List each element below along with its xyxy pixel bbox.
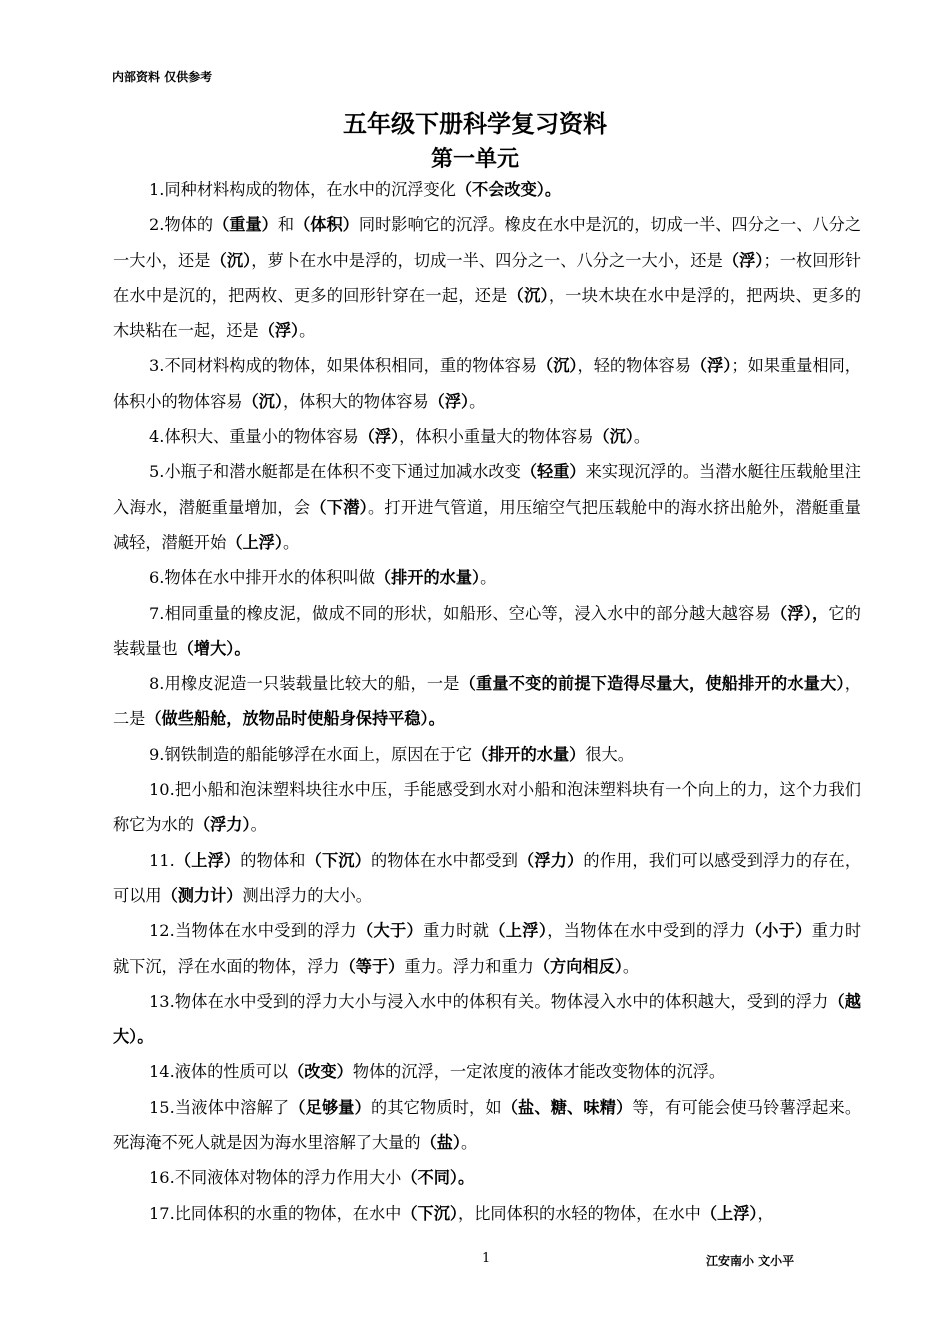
answer-text: （测力计） [161,885,243,905]
paragraph-text: ，一块木块在水中是浮的，把两块、更多的木块粘在一起，还是 [113,285,862,341]
answer-text: （上浮） [174,850,241,870]
answer-text: （浮力） [518,850,584,870]
paragraph-text: 11. [149,850,175,870]
paragraph-text: 测出浮力的大小。 [242,885,372,905]
paragraph-text: 16.不同液体对物体的浮力作用大小 [149,1168,402,1188]
paragraph-text: 。 [633,427,651,447]
answer-text: （排开的水量） [374,568,481,588]
answer-text: （浮） [258,321,300,341]
paragraph-text: 2.物体的 [149,215,214,235]
answer-text: （浮） [690,356,732,376]
paragraph-text: 。打开进气管道，用压缩空气把压载舱中的海水挤出舱外，潜艇重量减轻，潜艇开始 [113,497,861,552]
paragraph-text: ；如果重量相同，体积小的物体容易 [113,356,861,411]
paragraph-text: 6.物体在水中排开水的体积叫做 [149,568,375,588]
answer-text: （沉） [242,391,283,411]
paragraph-text: 15.当液体中溶解了 [149,1097,290,1117]
paragraph-6 [113,560,861,595]
paragraph-text: 的物体和 [240,850,306,870]
paragraph-text: 8.用橡皮泥造一只装载量比较大的船，一是 [149,674,460,694]
paragraph-text: 7.相同重量的橡皮泥，做成不同的形状，如船形、空心等，浸入水中的部分越大越容易 [149,603,771,623]
answer-text: （等于） [339,956,405,976]
answer-text: （增大）。 [177,638,251,658]
paragraph-text: 1.同种材料构成的物体，在水中的沉浮变化 [149,180,456,199]
answer-text: （排开的水量） [472,744,586,764]
paragraph-4 [113,419,861,454]
answer-text: （盐、糖、味精） [501,1097,633,1117]
header-note: 内部资料 仅供参考 [112,70,213,84]
paragraph-text: 13.物体在水中受到的浮力大小与浸入水中的体积有关。物体浸入水中的体积越大，受到的浮力 [149,991,829,1011]
answer-text: （做些船舱，放物品时使船身保持平稳）。 [145,709,445,729]
paragraph-text: ，体积小重量大的物体容易 [399,427,594,447]
answer-text: （上浮） [700,1203,758,1223]
paragraph-text: 的作用，我们可以感受到浮力的存在，可以用 [113,850,862,905]
paragraph-text: 3.不同材料构成的物体，如果体积相同，重的物体容易 [149,356,538,376]
paragraph-text: 。 [469,391,486,411]
paragraph-text: ，比同体积的水轻的物体，在水中 [458,1203,701,1223]
paragraph-text: 。 [299,321,316,341]
paragraph-7 [113,596,861,667]
paragraph-text: 。 [622,956,640,976]
paragraph-text: ，轻的物体容易 [577,356,691,376]
paragraph-text: 4.体积大、重量小的物体容易 [149,427,359,447]
paragraph-text: ，体积大的物体容易 [282,391,429,411]
paragraph-text: 重力时就 [423,921,490,941]
answer-text: （沉） [537,356,578,376]
answer-text: （大于） [356,921,424,941]
paragraph-13 [113,984,861,1055]
answer-text: （轻重） [520,462,586,482]
paragraph-text: 它的装载量也 [113,603,861,658]
paragraph-16 [113,1160,861,1195]
paragraph-text: 同时影响它的沉浮。橡皮在水中是沉的，切成一半、四分之一、八分之一大小，还是 [113,215,862,270]
paragraph-9 [113,737,861,772]
paragraph-text: 的其它物质时，如 [370,1097,502,1117]
answer-text: （下沉） [401,1203,459,1223]
paragraph-10 [113,772,861,843]
paragraph-text: 17.比同体积的水重的物体，在水中 [149,1203,402,1223]
paragraph-text: ，当物体在水中受到的浮力 [547,921,746,941]
paragraph-12 [113,913,861,984]
paragraph-2 [113,207,861,348]
answer-text: （越大）。 [113,991,861,1047]
paragraph-8 [113,666,861,737]
paragraph-text: 来实现沉浮的。当潜水艇往压载舱里注入海水，潜艇重量增加，会 [113,462,861,517]
document-body [113,172,861,1231]
paragraph-17 [113,1196,861,1231]
paragraph-text: ， [757,1203,774,1223]
paragraph-text: 物体的沉浮，一定浓度的液体才能改变物体的沉浮。 [352,1062,726,1082]
footer-author: 江安南小 文小平 [706,1254,795,1268]
paragraph-text: 。 [480,568,497,588]
paragraph-text: 的物体在水中都受到 [370,850,519,870]
answer-text: （浮）， [770,603,829,623]
paragraph-text: ，二是 [113,674,861,729]
answer-text: （盐） [420,1133,462,1153]
answer-text: （不会改变）。 [455,180,562,199]
answer-text: （上浮） [226,532,283,552]
answer-text: （沉） [210,250,252,270]
paragraph-text: 等，有可能会使马铃薯浮起来。死海淹不死人就是因为海水里溶解了大量的 [113,1097,862,1153]
answer-text: （浮） [722,250,764,270]
answer-text: （方向相反） [533,956,623,976]
answer-text: （不同）。 [401,1168,475,1188]
answer-text: （沉） [593,427,634,447]
paragraph-text: 12.当物体在水中受到的浮力 [149,921,357,941]
paragraph-11 [113,843,861,914]
paragraph-text: ，萝卜在水中是浮的，切成一半、四分之一、八分之一大小，还是 [251,250,723,270]
answer-text: （下沉） [305,850,371,870]
paragraph-text: 。 [282,532,300,552]
answer-text: （改变） [288,1062,353,1082]
paragraph-text: 和 [277,215,295,235]
answer-text: （重量） [213,215,278,235]
paragraph-text: ；一枚回形针在水中是沉的，把两枚、更多的回形针穿在一起，还是 [113,250,862,305]
answer-text: （沉） [507,285,549,305]
paragraph-text: 5.小瓶子和潜水艇都是在体积不变下通过加减水改变 [149,462,521,482]
answer-text: （体积） [294,215,359,235]
paragraph-text: 9.钢铁制造的船能够浮在水面上，原因在于它 [149,744,473,764]
paragraph-14 [113,1054,861,1089]
paragraph-15 [113,1090,861,1161]
answer-text: （浮） [428,391,470,411]
paragraph-text: 。 [250,815,267,835]
paragraph-5 [113,454,861,560]
answer-text: （下潜） [310,497,368,517]
paragraph-1 [113,172,861,207]
unit-title: 第一单元 [430,146,519,172]
paragraph-text: 重力。浮力和重力 [404,956,534,976]
paragraph-text: 重力时就下沉，浮在水面的物体，浮力 [113,921,862,976]
answer-text: （足够量） [289,1097,371,1117]
answer-text: （小于） [745,921,812,941]
answer-text: （重量不变的前提下造得尽量大，使船排开的水量大） [459,674,845,694]
page-number: 1 [482,1251,491,1266]
paragraph-text: 很大。 [585,744,634,764]
paragraph-text: 14.液体的性质可以 [149,1062,289,1082]
document-title: 五年级下册科学复习资料 [343,109,607,138]
answer-text: （上浮） [489,921,548,941]
answer-text: （浮） [358,427,400,447]
paragraph-text: 。 [461,1133,478,1153]
paragraph-text: 10.把小船和泡沫塑料块往水中压，手能感受到水对小船和泡沫塑料块有一个向上的力，这个力我们称它为水的 [113,780,861,835]
paragraph-3 [113,348,861,419]
answer-text: （浮力） [193,815,251,835]
